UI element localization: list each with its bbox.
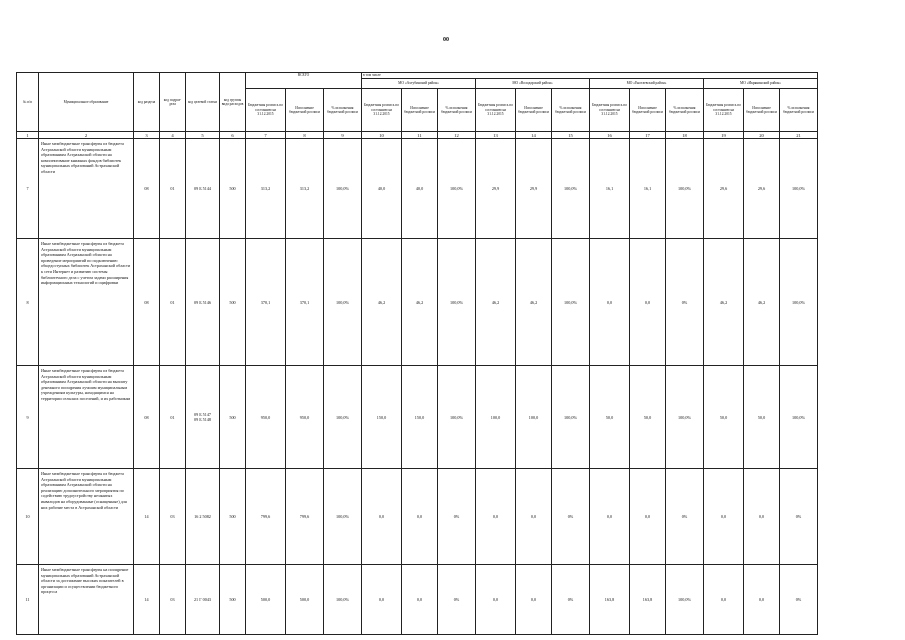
row-value-col-16: 163,8	[590, 565, 630, 635]
header-podrazdel: код подраз-дела	[160, 73, 186, 132]
row-value-col-8: 370,1	[286, 239, 324, 366]
row-value-col-11: 46,2	[402, 239, 438, 366]
row-value-col-16: 50,0	[590, 366, 630, 469]
column-number-18: 18	[666, 132, 704, 139]
row-value-col-17: 50,0	[630, 366, 666, 469]
header-cs: код целевой статьи	[186, 73, 220, 132]
header-sub-2-2: % исполнения бюджетной росписи	[552, 88, 590, 131]
header-sub-4-2: % исполнения бюджетной росписи	[780, 88, 818, 131]
column-number-17: 17	[630, 132, 666, 139]
row-expense-type: 500	[220, 139, 246, 239]
row-value-col-7: 313,2	[246, 139, 286, 239]
table-row	[17, 469, 818, 565]
row-value-col-15: 0%	[552, 469, 590, 565]
row-value-col-21: 100,0%	[780, 139, 818, 239]
row-target-article: 09 Б 5144	[186, 139, 220, 239]
row-target-article: 09 Б 5147 09 Б 5148	[186, 366, 220, 469]
row-value-col-16: 16,1	[590, 139, 630, 239]
row-razdel: 08	[134, 239, 160, 366]
row-value-col-7: 500,0	[246, 565, 286, 635]
row-name: Иные межбюджетные трансферты из бюджета Астраханской области муниципальным образованиям Астраханской области на реализацию дополнительного мероприятия по содействию трудоустройству незанятых инвалидов на оборудованные (оснащенные) для них рабочие места в Астраханской области	[39, 469, 134, 565]
row-value-col-20: 0,0	[744, 565, 780, 635]
row-value-col-17: 0,0	[630, 469, 666, 565]
row-value-col-17: 0,0	[630, 239, 666, 366]
header-sub-4-1: Исполнение бюджетной росписи	[744, 88, 780, 131]
row-number: 8	[17, 239, 39, 366]
column-number-15: 15	[552, 132, 590, 139]
row-value-col-12: 100,0%	[438, 366, 476, 469]
row-target-article: 16 2 5082	[186, 469, 220, 565]
row-value-col-9: 100,0%	[324, 239, 362, 366]
row-value-col-13: 0,0	[476, 469, 516, 565]
row-value-col-21: 0%	[780, 565, 818, 635]
column-number-12: 12	[438, 132, 476, 139]
row-value-col-10: 0,0	[362, 565, 402, 635]
header-sub-1-0: Бюджетная роспись по состоянию на 31.12.2015	[362, 88, 402, 131]
table-row	[17, 139, 818, 239]
header-sub-0-1: Исполнение бюджетной росписи	[286, 88, 324, 131]
row-value-col-13: 46,2	[476, 239, 516, 366]
row-value-col-10: 40,0	[362, 139, 402, 239]
row-value-col-14: 29,9	[516, 139, 552, 239]
row-podrazdel: 01	[160, 366, 186, 469]
row-podrazdel: 03	[160, 565, 186, 635]
row-value-col-14: 100,0	[516, 366, 552, 469]
column-number-10: 10	[362, 132, 402, 139]
column-number-6: 6	[220, 132, 246, 139]
row-razdel: 14	[134, 469, 160, 565]
row-value-col-9: 100,0%	[324, 469, 362, 565]
row-value-col-17: 16,1	[630, 139, 666, 239]
header-group-3: МО «Енотаевский район»	[590, 78, 704, 88]
row-value-col-9: 100,0%	[324, 139, 362, 239]
column-number-5: 5	[186, 132, 220, 139]
table-body	[17, 139, 818, 635]
row-value-col-20: 29,6	[744, 139, 780, 239]
row-name: Иные межбюджетные трансферты из бюджета Астраханской области муниципальным образованиям Астраханской области на комплектование книжных фондов библиотек муниципальных образований Астраханской области	[39, 139, 134, 239]
row-value-col-12: 100,0%	[438, 239, 476, 366]
row-value-col-20: 0,0	[744, 469, 780, 565]
column-number-2: 2	[39, 132, 134, 139]
column-number-19: 19	[704, 132, 744, 139]
row-value-col-19: 0,0	[704, 469, 744, 565]
header-sub-3-2: % исполнения бюджетной росписи	[666, 88, 704, 131]
row-value-col-16: 0,0	[590, 239, 630, 366]
row-value-col-12: 100,0%	[438, 139, 476, 239]
row-value-col-11: 40,0	[402, 139, 438, 239]
column-number-3: 3	[134, 132, 160, 139]
row-value-col-15: 100,0%	[552, 139, 590, 239]
row-value-col-20: 46,2	[744, 239, 780, 366]
header-group-2: МО «Володарский район»	[476, 78, 590, 88]
row-value-col-17: 163,8	[630, 565, 666, 635]
row-razdel: 14	[134, 565, 160, 635]
row-value-col-13: 0,0	[476, 565, 516, 635]
row-value-col-18: 100,0%	[666, 565, 704, 635]
header-rownum: № п/п	[17, 73, 39, 132]
row-value-col-18: 0%	[666, 239, 704, 366]
row-number: 10	[17, 469, 39, 565]
row-value-col-14: 0,0	[516, 565, 552, 635]
row-value-col-18: 100,0%	[666, 139, 704, 239]
row-value-col-14: 46,2	[516, 239, 552, 366]
row-podrazdel: 01	[160, 139, 186, 239]
row-value-col-19: 29,6	[704, 139, 744, 239]
row-name: Иные межбюджетные трансферты на поощрение муниципальных образований Астраханской области за достижение высоких показателей в организации и осуществлении бюджетного процесса	[39, 565, 134, 635]
row-expense-type: 500	[220, 366, 246, 469]
row-expense-type: 500	[220, 239, 246, 366]
row-value-col-18: 0%	[666, 469, 704, 565]
row-value-col-16: 0,0	[590, 469, 630, 565]
header-sub-1-2: % исполнения бюджетной росписи	[438, 88, 476, 131]
row-value-col-10: 150,0	[362, 366, 402, 469]
row-name: Иные межбюджетные трансферты из бюджета Астраханской области муниципальным образованиям Астраханской области на выплату денежного поощрения лучшим муниципальным учреждениям культуры, находящимся на территории сельских поселений, и их работникам	[39, 366, 134, 469]
column-number-11: 11	[402, 132, 438, 139]
row-value-col-7: 799,6	[246, 469, 286, 565]
header-group-1: МО «Ахтубинский район»	[362, 78, 476, 88]
header-sub-3-0: Бюджетная роспись по состоянию на 31.12.2015	[590, 88, 630, 131]
row-value-col-21: 0%	[780, 469, 818, 565]
row-value-col-21: 100,0%	[780, 366, 818, 469]
header-sub-0-2: % исполнения бюджетной росписи	[324, 88, 362, 131]
row-razdel: 08	[134, 366, 160, 469]
row-value-col-12: 0%	[438, 469, 476, 565]
header-sub-1-1: Исполнение бюджетной росписи	[402, 88, 438, 131]
row-value-col-15: 0%	[552, 565, 590, 635]
column-number-1: 1	[17, 132, 39, 139]
row-value-col-15: 100,0%	[552, 239, 590, 366]
row-value-col-13: 29,9	[476, 139, 516, 239]
row-value-col-11: 150,0	[402, 366, 438, 469]
row-value-col-8: 500,0	[286, 565, 324, 635]
header-vr: код группы вида расходов	[220, 73, 246, 132]
header-sub-2-0: Бюджетная роспись по состоянию на 31.12.2015	[476, 88, 516, 131]
row-value-col-9: 100,0%	[324, 366, 362, 469]
column-number-7: 7	[246, 132, 286, 139]
row-value-col-18: 100,0%	[666, 366, 704, 469]
column-number-14: 14	[516, 132, 552, 139]
row-value-col-19: 50,0	[704, 366, 744, 469]
row-razdel: 08	[134, 139, 160, 239]
row-value-col-13: 100,0	[476, 366, 516, 469]
column-number-4: 4	[160, 132, 186, 139]
table-row	[17, 366, 818, 469]
header-razdel: код раздела	[134, 73, 160, 132]
column-number-21: 21	[780, 132, 818, 139]
row-value-col-10: 0,0	[362, 469, 402, 565]
row-value-col-11: 0,0	[402, 565, 438, 635]
row-value-col-11: 0,0	[402, 469, 438, 565]
column-number-9: 9	[324, 132, 362, 139]
row-value-col-10: 46,2	[362, 239, 402, 366]
column-number-20: 20	[744, 132, 780, 139]
column-number-13: 13	[476, 132, 516, 139]
budget-execution-table	[16, 72, 818, 635]
column-number-16: 16	[590, 132, 630, 139]
row-value-col-7: 950,0	[246, 366, 286, 469]
row-podrazdel: 03	[160, 469, 186, 565]
row-value-col-12: 0%	[438, 565, 476, 635]
row-number: 7	[17, 139, 39, 239]
row-value-col-15: 100,0%	[552, 366, 590, 469]
row-value-col-14: 0,0	[516, 469, 552, 565]
header-group-4: МО «Икрянинский район»	[704, 78, 818, 88]
row-value-col-20: 50,0	[744, 366, 780, 469]
header-sub-3-1: Исполнение бюджетной росписи	[630, 88, 666, 131]
row-value-col-8: 950,0	[286, 366, 324, 469]
row-podrazdel: 01	[160, 239, 186, 366]
row-number: 9	[17, 366, 39, 469]
column-number-8: 8	[286, 132, 324, 139]
row-name: Иные межбюджетные трансферты из бюджета Астраханской области муниципальным образованиям Астраханской области на проведение мероприятий по подключению общедоступных библиотек Астраханской области к сети Интернет и развитию системы библиотечного дела с учетом задачи расширения информационных технологий и оцифровки	[39, 239, 134, 366]
row-expense-type: 500	[220, 469, 246, 565]
header-including: в том числе	[362, 73, 818, 79]
row-value-col-8: 313,2	[286, 139, 324, 239]
table-row	[17, 239, 818, 366]
row-number: 11	[17, 565, 39, 635]
table-row	[17, 565, 818, 635]
row-value-col-9: 100,0%	[324, 565, 362, 635]
row-value-col-19: 0,0	[704, 565, 744, 635]
page-number: 00	[443, 37, 449, 43]
header-sub-4-0: Бюджетная роспись по состоянию на 31.12.2015	[704, 88, 744, 131]
row-value-col-7: 370,1	[246, 239, 286, 366]
header-municipality: Муниципальное образование	[39, 73, 134, 132]
header-total: ВСЕГО	[246, 73, 362, 89]
header-sub-2-1: Исполнение бюджетной росписи	[516, 88, 552, 131]
row-value-col-8: 799,6	[286, 469, 324, 565]
row-value-col-21: 100,0%	[780, 239, 818, 366]
column-numbers-row	[17, 132, 818, 139]
row-target-article: 09 Б 5146	[186, 239, 220, 366]
row-expense-type: 500	[220, 565, 246, 635]
header-sub-0-0: Бюджетная роспись по состоянию на 31.12.2015	[246, 88, 286, 131]
row-value-col-19: 46,2	[704, 239, 744, 366]
row-target-article: 21 Г 0043	[186, 565, 220, 635]
